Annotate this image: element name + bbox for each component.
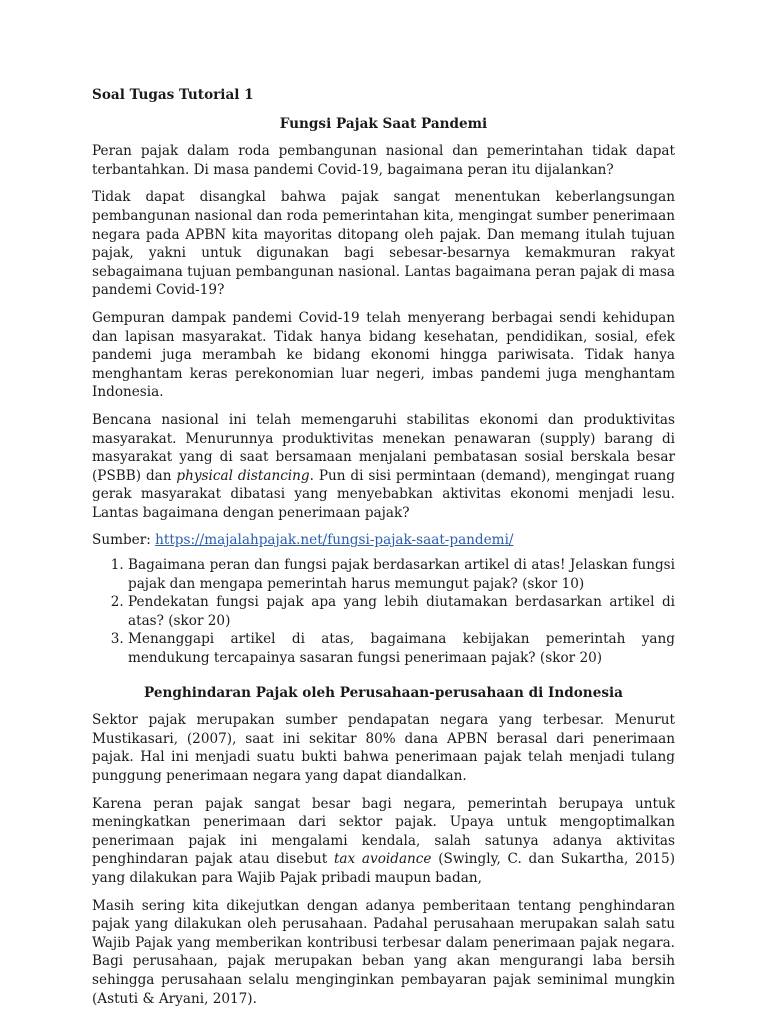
emphasis-text: physical distancing [176,467,310,484]
question-list [92,556,675,668]
paragraph [92,411,675,523]
paragraph: Peran pajak dalam roda pembangunan nasional dan pemerintahan tidak dapat terbantahkan. Di masa pandemi Covid-19, bagaimana peran itu dijalankan? [92,143,675,178]
question-item: 1. Bagaimana peran dan fungsi pajak berdasarkan artikel di atas! Jelaskan fungsi pajak dan mengapa pemerintah harus memungut pajak? (skor 10) [128,556,675,593]
paragraph: Gempuran dampak pandemi Covid-19 telah menyerang berbagai sendi kehidupan dan lapisan masyarakat. Tidak hanya bidang kesehatan, pendidikan, sosial, efek pandemi juga merambah ke bidang ekonomi hingga pariwisata. Tidak hanya menghantam keras perekonomian luar negeri, imbas pandemi juga menghantam Indonesia. [92,309,675,401]
emphasis-text: tax avoidance [333,851,432,868]
question-item: 2. Pendekatan fungsi pajak apa yang lebih diutamakan berdasarkan artikel di atas? (skor 20) [128,593,675,630]
document-page [92,86,675,1017]
source-link[interactable]: https://majalahpajak.net/fungsi-pajak-saat-pandemi/ [155,532,514,549]
paragraph-text: Bencana nasional ini telah memengaruhi stabilitas ekonomi dan produktivitas masyarakat. Menurunnya produktivitas menekan penawaran (supply) barang di masyarakat yang di saat bersamaan menjalani pembatasan sosial berskala besar (PSBB) dan [92,411,675,484]
section-title-fungsi-pajak: Fungsi Pajak Saat Pandemi [279,115,488,132]
paragraph [92,795,675,888]
section-title-penghindaran-pajak: Penghindaran Pajak oleh Perusahaan-perusahaan di Indonesia [144,684,623,701]
paragraph-text: (Swingly, C. dan Sukartha, 2015) yang dilakukan para Wajib Pajak pribadi maupun badan, [92,851,675,886]
paragraph-text: . Pun di sisi permintaan (demand), mengingat ruang gerak masyarakat dibatasi yang menyebabkan aktivitas ekonomi menjadi lesu. Lantas bagaimana dengan penerimaan pajak? [92,467,675,521]
source-line [92,531,675,550]
question-item: 3. Menanggapi artikel di atas, bagaimana kebijakan pemerintah yang mendukung tercapainya sasaran fungsi penerimaan pajak? (skor 20) [128,630,675,667]
source-label: Sumber: [92,532,156,549]
paragraph: Sektor pajak merupakan sumber pendapatan negara yang terbesar. Menurut Mustikasari, (2007), saat ini sekitar 80% dana APBN berasal dari penerimaan pajak. Hal ini menjadi suatu bukti bahwa penerimaan pajak telah menjadi tulang punggung penerimaan negara yang dapat diandalkan. [92,712,675,784]
paragraph: Masih sering kita dikejutkan dengan adanya pemberitaan tentang penghindaran pajak yang dilakukan oleh perusahaan. Padahal perusahaan merupakan salah satu Wajib Pajak yang memberikan kontribusi terbesar dalam penerimaan pajak negara. Bagi perusahaan, pajak merupakan beban yang akan mengurangi laba bersih sehingga perusahaan selalu menginginkan pembayaran pajak seminimal mungkin (Astuti & Aryani, 2017). [92,897,675,1007]
document-label: Soal Tugas Tutorial 1 [92,87,254,103]
paragraph: Tidak dapat disangkal bahwa pajak sangat menentukan keberlangsungan pembangunan nasional dan roda pemerintahan kita, mengingat sumber penerimaan negara pada APBN kita mayoritas ditopang oleh pajak. Dan memang itulah tujuan pajak, yakni untuk digunakan bagi sebesar-besarnya kemakmuran rakyat sebagaimana tujuan pembangunan nasional. Lantas bagaimana peran pajak di masa pandemi Covid-19? [92,189,675,299]
paragraph-text: Karena peran pajak sangat besar bagi negara, pemerintah berupaya untuk meningkatkan penerimaan dari sektor pajak. Upaya untuk mengoptimalkan penerimaan pajak ini mengalami kendala, salah satunya adanya aktivitas penghindaran pajak atau disebut [92,795,675,868]
